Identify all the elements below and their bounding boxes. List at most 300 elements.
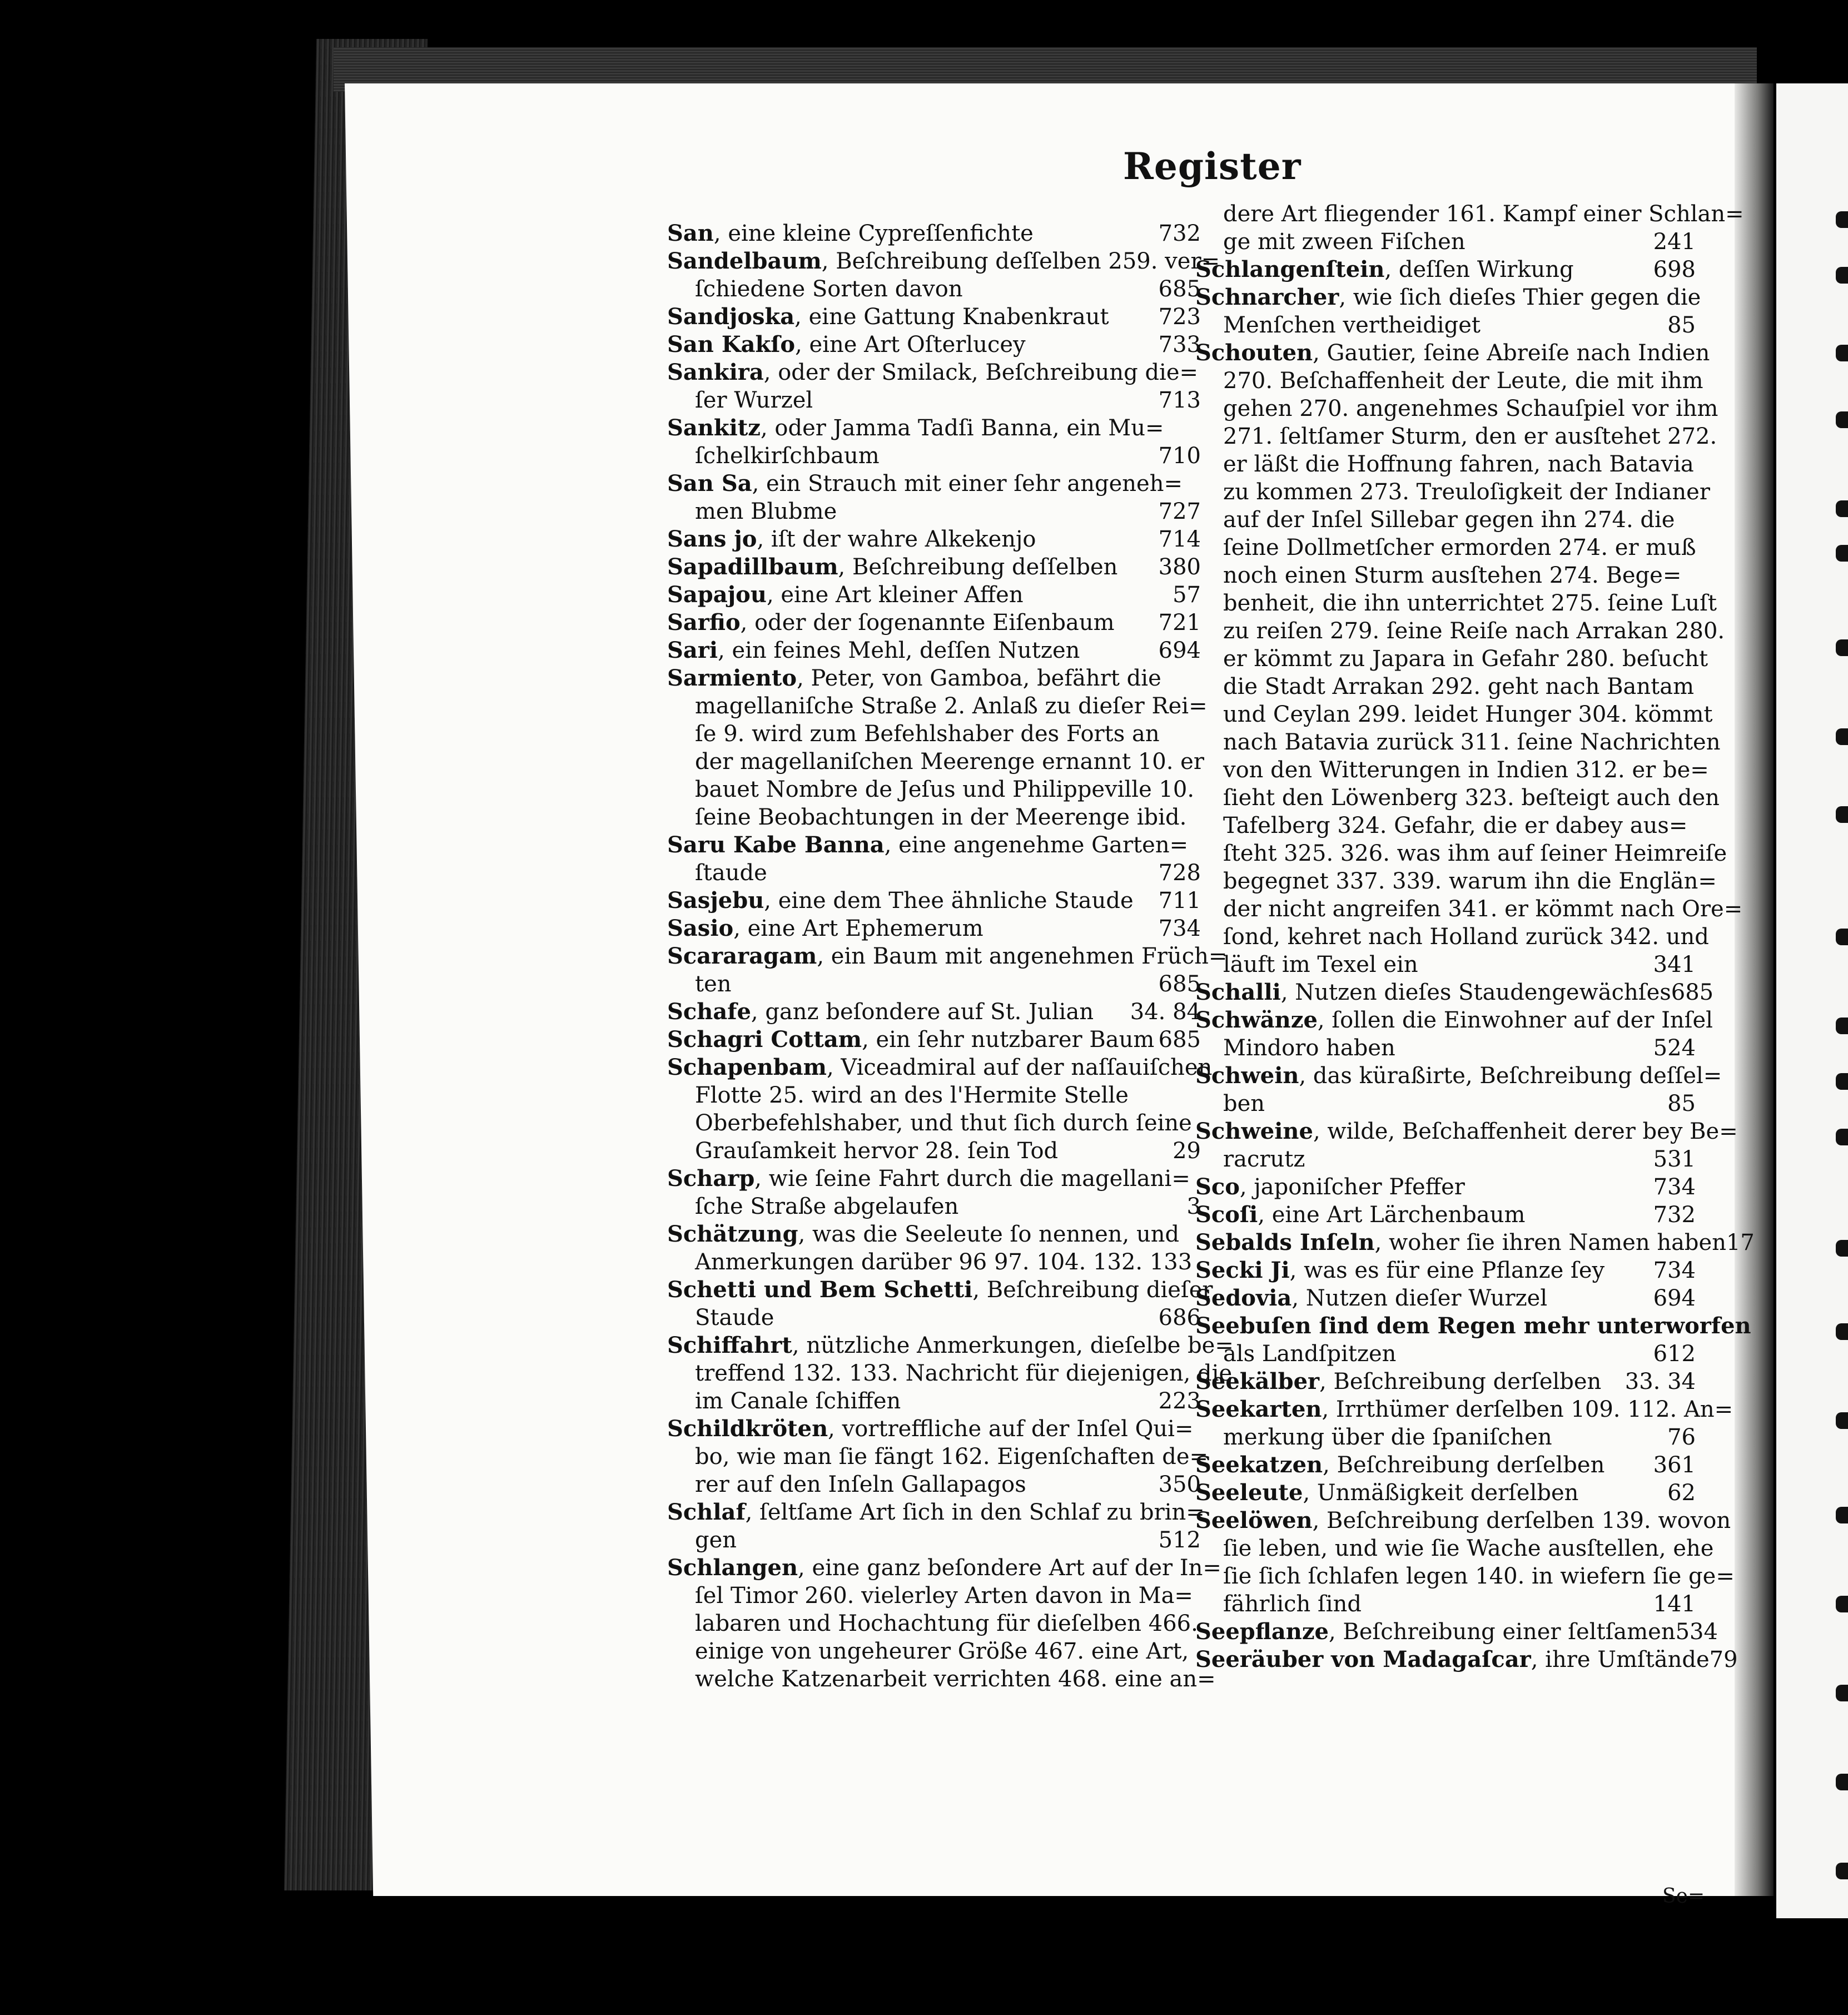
index-line xyxy=(1195,339,1710,367)
index-text: im Canale ſchiffen xyxy=(695,1388,901,1414)
index-text: der nicht angreifen 341. er kömmt nach Ore= xyxy=(1223,896,1743,922)
index-text: nach Batavia zurück 311. ſeine Nachrichten xyxy=(1223,729,1721,755)
page-reference: 76 xyxy=(1667,1425,1696,1450)
print-mark xyxy=(1836,1685,1848,1701)
page-reference: 734 xyxy=(1653,1174,1696,1200)
print-mark xyxy=(1836,639,1848,656)
index-line xyxy=(667,748,1204,776)
index-term: Schiffahrt xyxy=(667,1332,792,1358)
page-reference: 685 xyxy=(1158,276,1201,302)
page-reference: 531 xyxy=(1653,1147,1696,1172)
index-text: Schalli, Nutzen dieſes Staudengewächſes xyxy=(1195,979,1671,1005)
index-line xyxy=(1195,506,1696,534)
index-entry xyxy=(1195,1173,1696,1201)
page-reference: 241 xyxy=(1653,229,1696,255)
index-line xyxy=(667,247,1220,275)
index-line xyxy=(1195,1340,1696,1368)
index-text: Schlangenſtein, deſſen Wirkung xyxy=(1195,256,1574,282)
index-text: ſchiedene Sorten davon xyxy=(695,276,963,302)
index-text: ſel Timor 260. vielerley Arten davon in Ma= xyxy=(695,1583,1193,1609)
index-term: Schwein xyxy=(1195,1063,1299,1089)
index-text: racrutz xyxy=(1223,1147,1305,1172)
index-text: Schiffahrt, nützliche Anmerkungen, dieſelbe be= xyxy=(667,1332,1234,1358)
index-term: Sasio xyxy=(667,915,734,941)
index-text: und Ceylan 299. leidet Hunger 304. kömmt xyxy=(1223,702,1713,727)
page-reference: 723 xyxy=(1158,304,1201,330)
index-line xyxy=(667,1081,1201,1109)
index-text: einige von ungeheurer Größe 467. eine Art, xyxy=(695,1639,1189,1664)
index-entry xyxy=(667,1165,1201,1220)
index-line xyxy=(667,581,1201,609)
index-text: bo, wie man ſie fängt 162. Eigenſchaften de= xyxy=(695,1444,1209,1470)
print-mark xyxy=(1836,500,1848,517)
index-text: Scararagam, ein Baum mit angenehmen Früch= xyxy=(667,943,1228,969)
index-text: Sarfio, oder der ſogenannte Eiſenbaum xyxy=(667,609,1115,636)
index-text: Schapenbam, Viceadmiral auf der naſſauiſchen xyxy=(667,1054,1213,1080)
index-text: Sarmiento, Peter, von Gamboa, befährt die xyxy=(667,665,1161,691)
index-line xyxy=(667,915,1201,942)
index-line xyxy=(1195,756,1709,784)
page-reference: 710 xyxy=(1158,443,1201,469)
index-line xyxy=(1195,840,1727,867)
index-text: begegnet 337. 339. warum ihn die Englän= xyxy=(1223,868,1717,894)
index-line xyxy=(667,664,1201,692)
index-entry xyxy=(667,581,1201,609)
index-line xyxy=(1195,478,1710,506)
index-line xyxy=(1195,1229,1755,1257)
index-term: Sari xyxy=(667,637,718,663)
index-term: Schätzung xyxy=(667,1221,798,1247)
index-entry xyxy=(1195,1396,1733,1451)
index-text: merkung über die ſpaniſchen xyxy=(1223,1425,1552,1450)
index-line xyxy=(1195,367,1703,395)
index-term: Sans jo xyxy=(667,526,757,552)
page-header: Register xyxy=(1123,145,1301,188)
index-text xyxy=(1195,1313,1751,1339)
index-entry xyxy=(1195,1312,1751,1368)
index-term: Schouten xyxy=(1195,340,1313,366)
index-entry xyxy=(667,1026,1201,1054)
index-entry xyxy=(667,831,1201,887)
print-mark xyxy=(1836,728,1848,745)
index-term: Schlangenſtein xyxy=(1195,256,1385,282)
index-text: auf der Inſel Sillebar gegen ihn 274. die xyxy=(1223,507,1675,533)
index-text: Schouten, Gautier, ſeine Abreiſe nach Indien xyxy=(1195,340,1710,366)
page-reference: 534 xyxy=(1675,1619,1718,1645)
index-line xyxy=(667,1665,1216,1693)
index-entry xyxy=(1195,1006,1713,1062)
index-text: men Blubme xyxy=(695,499,837,524)
index-term: Sankitz xyxy=(667,415,761,441)
index-line xyxy=(1195,784,1720,812)
index-line xyxy=(667,1498,1205,1526)
index-line xyxy=(667,970,1201,998)
print-mark xyxy=(1836,1412,1848,1429)
index-term: Sapadillbaum xyxy=(667,554,838,580)
print-mark xyxy=(1836,1774,1848,1790)
print-mark xyxy=(1836,411,1848,428)
index-line xyxy=(1195,923,1709,951)
index-entry xyxy=(1195,1118,1738,1173)
index-line xyxy=(1195,534,1696,562)
index-text: ten xyxy=(695,971,732,997)
index-entry xyxy=(667,553,1201,581)
index-line xyxy=(1195,1145,1696,1173)
page-reference: 79 xyxy=(1709,1647,1738,1672)
index-text: Sandjoska, eine Gattung Knabenkraut xyxy=(667,304,1109,330)
index-entry xyxy=(1195,1451,1696,1479)
index-text: Schildkröten, vortreffliche auf der Inſel Qui= xyxy=(667,1416,1194,1442)
index-text: Schwänze, ſollen die Einwohner auf der Inſel xyxy=(1195,1007,1713,1033)
index-text: welche Katzenarbeit verrichten 468. eine an= xyxy=(695,1666,1216,1692)
index-line xyxy=(1195,395,1718,423)
index-line xyxy=(1195,256,1696,284)
index-text: er kömmt zu Japara in Gefahr 280. beſucht xyxy=(1223,646,1708,672)
index-text: Sasjebu, eine dem Thee ähnliche Staude xyxy=(667,887,1134,914)
index-line xyxy=(667,525,1201,553)
index-term: San Kakſo xyxy=(667,331,796,358)
index-term: Sco xyxy=(1195,1174,1240,1200)
index-line xyxy=(1195,951,1696,979)
index-line xyxy=(667,303,1201,331)
print-mark xyxy=(1836,545,1848,562)
index-line xyxy=(1195,1535,1714,1562)
index-term: Sandelbaum xyxy=(667,248,822,274)
index-line xyxy=(1195,1507,1731,1535)
index-text: Scoſi, eine Art Lärchenbaum xyxy=(1195,1202,1526,1228)
index-text: ſie ſich ſchlafen legen 140. in wiefern ſie ge= xyxy=(1223,1564,1735,1589)
index-text: Schnarcher, wie ſich dieſes Thier gegen die xyxy=(1195,284,1701,310)
index-text: Sebalds Inſeln, woher ſie ihren Namen haben xyxy=(1195,1229,1726,1255)
index-text: Seepflanze, Beſchreibung einer ſeltſamen xyxy=(1195,1619,1676,1645)
print-mark xyxy=(1836,267,1848,284)
page-reference: 380 xyxy=(1158,554,1201,580)
index-line xyxy=(1195,645,1708,673)
index-term: Sandjoska xyxy=(667,304,795,330)
index-text: zu reiſen 279. ſeine Reiſe nach Arrakan 280. xyxy=(1223,618,1725,644)
index-term: Sedovia xyxy=(1195,1285,1292,1311)
book-gutter xyxy=(1735,83,1774,1896)
print-mark xyxy=(1836,1240,1848,1257)
index-text: Schwein, das küraßirte, Beſchreibung deſſel= xyxy=(1195,1063,1722,1089)
index-line xyxy=(1195,1201,1696,1229)
index-line xyxy=(667,1332,1234,1359)
index-line xyxy=(1195,1368,1696,1396)
page-reference: 33. 34 xyxy=(1625,1369,1696,1394)
page-reference: 733 xyxy=(1158,332,1201,358)
index-line xyxy=(667,803,1201,831)
print-mark xyxy=(1836,1323,1848,1340)
index-entry xyxy=(667,331,1201,359)
index-text: Schlaf, ſeltſame Art ſich in den Schlaf zu brin= xyxy=(667,1499,1205,1525)
page-reference: 85 xyxy=(1667,312,1696,338)
index-line xyxy=(1195,423,1717,450)
index-text: ſeine Beobachtungen in der Meerenge ibid. xyxy=(695,805,1187,830)
index-text: San, eine kleine Cypreſſenfichte xyxy=(667,220,1034,246)
index-line xyxy=(1195,1062,1722,1090)
page-reference: 694 xyxy=(1653,1286,1696,1311)
index-term: Sankira xyxy=(667,359,764,385)
index-text: Menſchen vertheidiget xyxy=(1223,312,1481,338)
index-text: Sans jo, iſt der wahre Alkekenjo xyxy=(667,526,1036,552)
index-entry xyxy=(667,1220,1201,1276)
index-text: ſe 9. wird zum Befehlshaber des Forts an xyxy=(695,721,1160,747)
index-term: San Sa xyxy=(667,470,752,497)
page-reference: 524 xyxy=(1653,1035,1696,1061)
page-reference: 223 xyxy=(1158,1388,1201,1414)
index-text: magellaniſche Straße 2. Anlaß zu dieſer Rei= xyxy=(695,693,1208,719)
page-reference: 685 xyxy=(1671,980,1714,1005)
index-text: benheit, die ihn unterrichtet 275. ſeine Luſt xyxy=(1223,590,1717,616)
index-entry xyxy=(1195,256,1696,284)
index-text: Seelöwen, Beſchreibung derſelben 139. wovon xyxy=(1195,1507,1731,1533)
index-line xyxy=(667,942,1228,970)
index-term: Seepflanze xyxy=(1195,1619,1329,1645)
index-text: die Stadt Arrakan 292. geht nach Bantam xyxy=(1223,674,1694,699)
index-entry xyxy=(667,942,1228,998)
index-entry xyxy=(667,637,1201,664)
index-line xyxy=(667,1471,1201,1498)
page-reference: 713 xyxy=(1158,388,1201,413)
page-reference: 62 xyxy=(1667,1480,1696,1506)
index-text: Schweine, wilde, Beſchaffenheit derer bey Be= xyxy=(1195,1118,1738,1144)
index-term: Schwänze xyxy=(1195,1007,1318,1033)
index-entry xyxy=(1195,1618,1718,1646)
index-term: Sarmiento xyxy=(667,665,797,691)
index-line xyxy=(667,1220,1201,1248)
index-entry xyxy=(667,887,1201,915)
catchword: Se= xyxy=(1662,1885,1705,1908)
index-line xyxy=(667,1304,1201,1332)
index-text: Flotte 25. wird an des l'Hermite Stelle xyxy=(695,1083,1129,1108)
index-text: Seeräuber von Madagaſcar, ihre Umſtände xyxy=(1195,1646,1710,1672)
index-entry xyxy=(1195,1062,1722,1118)
index-text: Secki Ji, was es für eine Pflanze ſey xyxy=(1195,1257,1605,1283)
index-line xyxy=(1195,617,1725,645)
page-reference: 350 xyxy=(1158,1472,1201,1497)
index-term: Schlangen xyxy=(667,1555,798,1581)
index-line xyxy=(667,1276,1213,1304)
index-line xyxy=(1195,1396,1733,1423)
index-line xyxy=(1195,589,1717,617)
index-text: Schetti und Bem Schetti, Beſchreibung dieſer xyxy=(667,1277,1213,1303)
index-line xyxy=(667,1637,1201,1665)
index-entry xyxy=(1195,1284,1696,1312)
page-reference: 732 xyxy=(1653,1202,1696,1228)
index-entry xyxy=(667,1276,1213,1332)
page-reference: 57 xyxy=(1173,582,1201,608)
index-text: treffend 132. 133. Nachricht für diejenigen, die xyxy=(695,1361,1233,1386)
index-line xyxy=(667,1582,1201,1610)
right-page-sliver xyxy=(1776,83,1848,1918)
index-text: der magellaniſchen Meerenge ernannt 10. er xyxy=(695,749,1204,775)
index-line xyxy=(667,1443,1209,1471)
index-line xyxy=(1195,1090,1696,1118)
index-entry xyxy=(667,414,1201,470)
index-text: San Sa, ein Strauch mit einer ſehr angeneh= xyxy=(667,470,1183,497)
index-term: Sasjebu xyxy=(667,887,764,914)
page-reference: 728 xyxy=(1158,860,1201,886)
index-text: Schätzung, was die Seeleute ſo nennen, und xyxy=(667,1221,1180,1247)
page-reference: 734 xyxy=(1653,1258,1696,1283)
index-entry xyxy=(1195,1507,1735,1618)
index-term: Seelöwen xyxy=(1195,1507,1313,1533)
index-term: Seekatzen xyxy=(1195,1452,1323,1478)
index-line xyxy=(667,1415,1201,1443)
index-line xyxy=(667,359,1201,386)
index-text: ſond, kehret nach Holland zurück 342. und xyxy=(1223,924,1709,950)
index-line xyxy=(1195,1034,1696,1062)
index-line xyxy=(1195,1479,1696,1507)
index-line xyxy=(1195,895,1743,923)
index-line xyxy=(1195,1173,1696,1201)
index-term: Seeräuber von Madagaſcar xyxy=(1195,1646,1531,1672)
index-text: Schafe, ganz beſondere auf St. Julian xyxy=(667,999,1094,1025)
index-line xyxy=(667,442,1201,470)
index-text: ben xyxy=(1223,1091,1265,1116)
index-text: gen xyxy=(695,1527,737,1553)
index-line xyxy=(667,1526,1201,1554)
index-line xyxy=(667,1248,1201,1276)
index-term: Schetti und Bem Schetti xyxy=(667,1277,973,1303)
page-reference: 612 xyxy=(1653,1341,1696,1367)
index-text: Anmerkungen darüber 96 97. 104. 132. 133 xyxy=(695,1249,1193,1275)
index-term: Seebuſen ſind dem Regen mehr unterworfen xyxy=(1195,1313,1751,1339)
index-line xyxy=(667,859,1201,887)
page-reference: 3 xyxy=(1186,1194,1201,1219)
index-text: ſche Straße abgelaufen xyxy=(695,1194,959,1219)
index-entry xyxy=(667,1554,1221,1693)
index-line xyxy=(1195,1257,1696,1284)
index-line xyxy=(1195,867,1717,895)
index-term: Schnarcher xyxy=(1195,284,1339,310)
print-mark xyxy=(1836,806,1848,823)
page-reference: 686 xyxy=(1158,1305,1201,1331)
index-text: Schlangen, eine ganz beſondere Art auf der In= xyxy=(667,1555,1221,1581)
index-line xyxy=(667,275,1201,303)
right-index-column xyxy=(1195,200,1755,1674)
print-mark xyxy=(1836,1863,1848,1879)
index-text: San Kakſo, eine Art Oſterlucey xyxy=(667,331,1026,358)
page-reference: 361 xyxy=(1653,1452,1696,1478)
index-term: Seeleute xyxy=(1195,1480,1303,1506)
index-text: Schagri Cottam, ein ſehr nutzbarer Baum xyxy=(667,1026,1155,1053)
index-line xyxy=(667,692,1208,720)
index-line xyxy=(1195,1118,1738,1145)
index-term: Schafe xyxy=(667,999,751,1025)
index-term: Schapenbam xyxy=(667,1054,827,1080)
index-entry xyxy=(1195,1479,1696,1507)
print-mark xyxy=(1836,1596,1848,1612)
index-text: Oberbefehlshaber, und thut ſich durch ſeine xyxy=(695,1110,1192,1136)
index-text: ſeine Dollmetſcher ermorden 274. er muß xyxy=(1223,535,1696,560)
index-line xyxy=(1195,1618,1718,1646)
index-line xyxy=(667,386,1201,414)
index-term: Scoſi xyxy=(1195,1202,1258,1228)
index-line xyxy=(1195,1312,1751,1340)
index-entry xyxy=(667,220,1201,247)
index-text: Sapadillbaum, Beſchreibung deſſelben xyxy=(667,554,1118,580)
index-line xyxy=(667,609,1201,637)
index-entry xyxy=(667,1332,1234,1415)
index-entry xyxy=(667,1054,1213,1165)
index-line xyxy=(667,1026,1201,1054)
index-line xyxy=(667,414,1201,442)
index-entry xyxy=(1195,1201,1696,1229)
index-entry xyxy=(667,998,1201,1026)
index-text: Sasio, eine Art Ephemerum xyxy=(667,915,983,941)
index-text: Scharp, wie ſeine Fahrt durch die magellani= xyxy=(667,1165,1190,1192)
index-line xyxy=(1195,1284,1696,1312)
page-reference: 85 xyxy=(1667,1091,1696,1116)
index-text: Sari, ein feines Mehl, deſſen Nutzen xyxy=(667,637,1080,663)
index-line xyxy=(1195,1562,1735,1590)
index-text: zu kommen 273. Treuloſigkeit der Indianer xyxy=(1223,479,1710,505)
index-entry xyxy=(667,1498,1205,1554)
index-text: ſer Wurzel xyxy=(695,388,813,413)
index-text: Tafelberg 324. Gefahr, die er dabey aus= xyxy=(1223,813,1688,838)
index-entry xyxy=(667,359,1201,414)
index-entry xyxy=(667,470,1201,525)
index-line xyxy=(667,637,1201,664)
index-entry xyxy=(1195,1646,1738,1674)
page-reference: 341 xyxy=(1653,952,1696,977)
index-text: ſie leben, und wie ſie Wache ausſtellen, ehe xyxy=(1223,1536,1714,1561)
index-text: Sankira, oder der Smilack, Beſchreibung die= xyxy=(667,359,1199,385)
print-mark xyxy=(1836,1018,1848,1034)
index-line xyxy=(667,1054,1213,1081)
page-reference: 711 xyxy=(1158,888,1201,914)
index-line xyxy=(667,720,1201,748)
index-text: ſtaude xyxy=(695,860,767,886)
index-text: labaren und Hochachtung für dieſelben 466. xyxy=(695,1611,1198,1636)
index-text: 271. ſeltſamer Sturm, den er ausſtehet 272. xyxy=(1223,424,1717,449)
print-mark xyxy=(1836,929,1848,945)
page-reference: 727 xyxy=(1158,499,1201,524)
index-entry xyxy=(667,664,1208,831)
index-term: Sapajou xyxy=(667,582,767,608)
index-entry xyxy=(1195,200,1744,256)
index-text: Sandelbaum, Beſchreibung deſſelben 259. ver= xyxy=(667,248,1220,274)
index-text: ſieht den Löwenberg 323. beſteigt auch den xyxy=(1223,785,1720,811)
index-text: Sco, japoniſcher Pfeffer xyxy=(1195,1174,1465,1200)
index-term: Schlaf xyxy=(667,1499,746,1525)
index-entry xyxy=(1195,1229,1755,1257)
index-line xyxy=(667,776,1201,803)
page-reference: 512 xyxy=(1158,1527,1201,1553)
index-text: bauet Nombre de Jeſus und Philippeville 10. xyxy=(695,777,1195,802)
page-reference: 685 xyxy=(1158,1027,1201,1053)
page-reference: 141 xyxy=(1653,1591,1696,1617)
index-line xyxy=(667,1610,1201,1637)
print-mark xyxy=(1836,211,1848,228)
index-text: Staude xyxy=(695,1305,774,1331)
index-entry xyxy=(667,247,1220,303)
page-reference: 34. 84 xyxy=(1130,999,1201,1025)
index-term: Sarfio xyxy=(667,609,741,636)
index-term: Schalli xyxy=(1195,979,1281,1005)
index-line xyxy=(667,831,1201,859)
index-line xyxy=(667,470,1201,498)
index-entry xyxy=(1195,284,1701,339)
index-text: Grauſamkeit hervor 28. ſein Tod xyxy=(695,1138,1059,1164)
index-line xyxy=(667,1137,1201,1165)
index-line xyxy=(667,553,1201,581)
index-line xyxy=(1195,673,1696,701)
index-text: gehen 270. angenehmes Schauſpiel vor ihm xyxy=(1223,396,1718,421)
index-line xyxy=(667,498,1201,525)
index-line xyxy=(667,1387,1201,1415)
